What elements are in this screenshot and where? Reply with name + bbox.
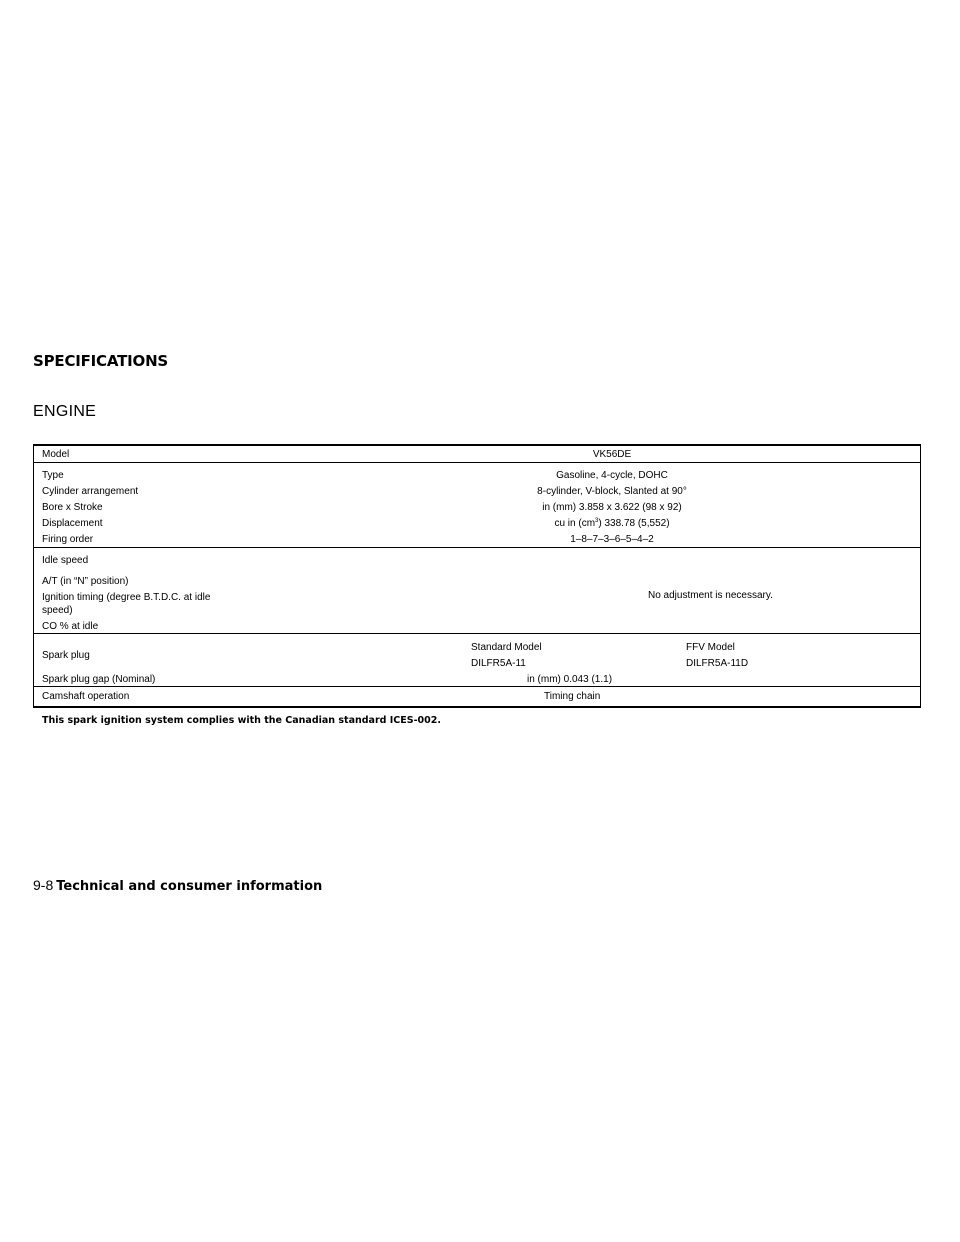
camshaft-label: Camshaft operation <box>42 691 130 702</box>
displacement-label: Displacement <box>42 518 103 529</box>
bore-label: Bore x Stroke <box>42 502 103 513</box>
idle-specs-group <box>34 548 920 634</box>
co-label: CO % at idle <box>42 621 99 632</box>
spark-plug-label: Spark plug <box>42 650 90 661</box>
cylinder-row <box>34 483 920 499</box>
type-label: Type <box>42 470 64 481</box>
bore-row <box>34 499 920 515</box>
bore-value: in (mm) 3.858 x 3.622 (98 x 92) <box>542 502 682 513</box>
cylinder-value: 8-cylinder, V-block, Slanted at 90° <box>537 486 687 497</box>
engine-spec-table <box>33 444 921 708</box>
model-row <box>34 446 920 463</box>
chapter-title: Technical and consumer information <box>56 879 323 894</box>
subsection-title: ENGINE <box>33 403 97 420</box>
ffv-model-value: DILFR5A-11D <box>686 658 749 669</box>
compliance-footnote: This spark ignition system complies with the Canadian standard ICES-002. <box>42 715 441 726</box>
firing-label: Firing order <box>42 534 94 545</box>
idle-label: Idle speed <box>42 555 89 566</box>
displacement-prefix: cu in (cm <box>554 518 596 529</box>
spark-plug-group <box>34 634 920 687</box>
at-label: A/T (in “N” position) <box>42 576 129 587</box>
model-label: Model <box>42 449 70 460</box>
type-value: Gasoline, 4-cycle, DOHC <box>556 470 668 481</box>
camshaft-row <box>34 687 920 706</box>
gap-label: Spark plug gap (Nominal) <box>42 674 156 685</box>
standard-model-label: Standard Model <box>471 642 542 653</box>
ffv-model-label: FFV Model <box>686 642 735 653</box>
displacement-value <box>554 518 669 530</box>
general-specs-group <box>34 463 920 548</box>
displacement-row <box>34 515 920 531</box>
firing-row <box>34 531 920 547</box>
firing-value: 1–8–7–3–6–5–4–2 <box>570 534 654 545</box>
displacement-superscript: 3 <box>595 518 599 524</box>
gap-value: in (mm) 0.043 (1.1) <box>527 674 613 685</box>
ignition-label-line-1: Ignition timing (degree B.T.D.C. at idle <box>42 592 211 603</box>
model-value: VK56DE <box>592 449 632 460</box>
camshaft-value: Timing chain <box>544 691 601 702</box>
standard-model-value: DILFR5A-11 <box>471 658 526 669</box>
page-number: 9-8 <box>33 877 54 893</box>
type-row <box>34 467 920 483</box>
section-title: SPECIFICATIONS <box>33 352 169 370</box>
displacement-suffix: ) 338.78 (5,552) <box>598 518 670 529</box>
no-adjustment-value: No adjustment is necessary. <box>648 590 773 601</box>
page-footer <box>33 877 322 894</box>
cylinder-label: Cylinder arrangement <box>42 486 139 497</box>
ignition-label-line-2: speed) <box>42 605 73 616</box>
